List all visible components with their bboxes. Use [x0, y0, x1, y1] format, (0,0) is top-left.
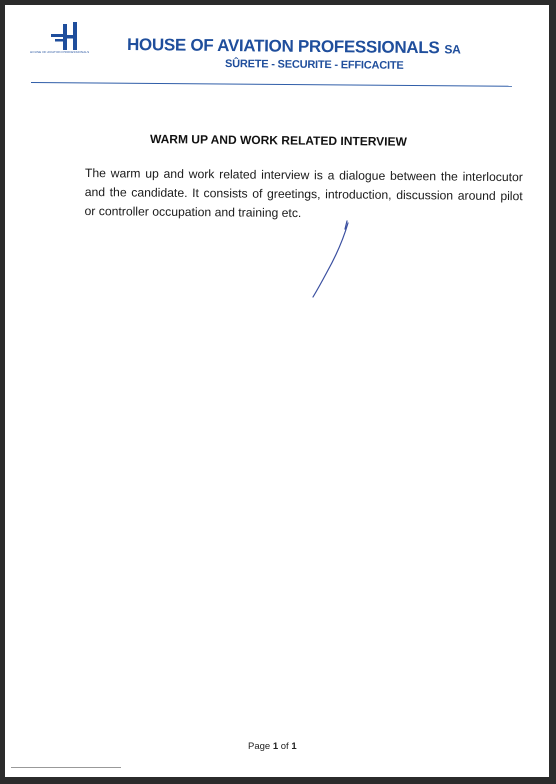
document-page	[5, 5, 549, 777]
company-suffix: SA	[444, 42, 461, 57]
company-tagline: SÛRETE - SECURITE - EFFICACITE	[224, 58, 404, 72]
page-footer	[248, 741, 297, 752]
logo-caption: HOUSE OF AVIATION PROFESSIONALS	[30, 50, 90, 54]
header-divider	[31, 82, 512, 87]
company-name	[127, 35, 461, 58]
page-separator: of	[280, 741, 289, 752]
scan-edge-line	[11, 767, 121, 768]
pen-stroke-icon	[301, 217, 351, 301]
document-title: WARM UP AND WORK RELATED INTERVIEW	[149, 132, 407, 149]
page-current: 1	[272, 741, 279, 752]
page-label: Page	[248, 741, 271, 752]
document-paragraph: The warm up and work related interview is a dialogue between the interlocutor and the candidate. It consists of greetings, introduction, discussion around pilot or controller occupation and training etc.	[84, 165, 523, 221]
page-total: 1	[291, 741, 297, 752]
company-name-text: HOUSE OF AVIATION PROFESSIONALS	[126, 35, 440, 58]
